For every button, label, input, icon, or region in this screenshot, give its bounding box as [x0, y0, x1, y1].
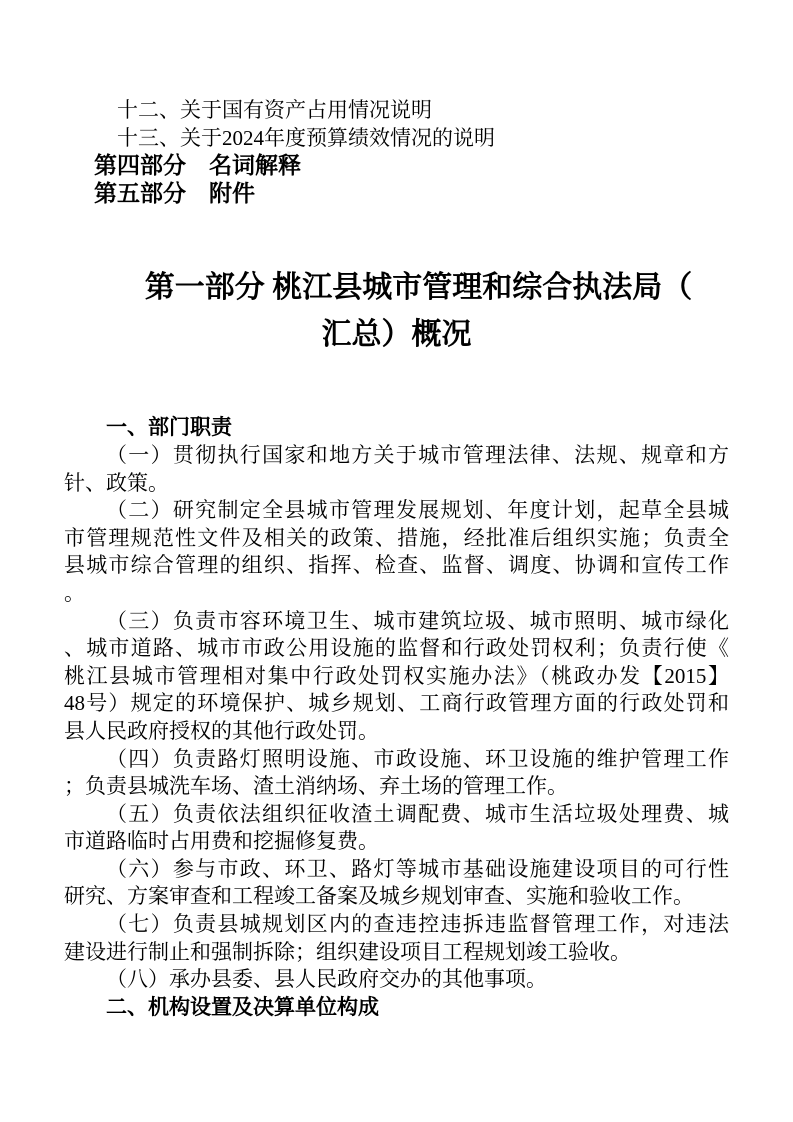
- body-paragraph: [64, 746, 729, 801]
- body-paragraph: [64, 801, 729, 856]
- toc-list: [64, 97, 729, 207]
- body-paragraph: [64, 856, 729, 911]
- paragraph-line: 桃江县城市管理相对集中行政处罚权实施办法》（桃政办发【2015】: [64, 663, 729, 688]
- paragraph-line: 建设进行制止和强制拆除；组织建设项目工程规划竣工验收。: [64, 939, 631, 964]
- paragraph-line: 、城市道路、城市市政公用设施的监督和行政处罚权利；负责行使《: [64, 636, 729, 661]
- paragraph-line: 市管理规范性文件及相关的政策、措施，经批准后组织实施；负责全: [64, 525, 729, 550]
- paragraph-line: 县城市综合管理的组织、指挥、检查、监督、调度、协调和宣传工作: [64, 553, 729, 578]
- body-paragraph: [64, 442, 729, 497]
- paragraph-line: 。: [64, 580, 85, 605]
- section-heading: 一、部门职责: [106, 416, 232, 440]
- paragraph-line: 研究、方案审查和工程竣工备案及城乡规划审查、实施和验收工作。: [64, 884, 694, 909]
- paragraph-line: （七）负责县城规划区内的查违控违拆违监督管理工作，对违法: [106, 912, 729, 937]
- body-paragraph: [64, 497, 729, 607]
- paragraph-line: （一）贯彻执行国家和地方关于城市管理法律、法规、规章和方: [106, 442, 729, 467]
- paragraph-line: （四）负责路灯照明设施、市政设施、环卫设施的维护管理工作: [106, 746, 729, 771]
- paragraph-line: ；负责县城洗车场、渣土消纳场、弃土场的管理工作。: [64, 774, 568, 799]
- paragraph-line: 县人民政府授权的其他行政处罚。: [64, 718, 379, 743]
- paragraph-line: （三）负责市容环境卫生、城市建筑垃圾、城市照明、城市绿化: [106, 608, 729, 633]
- section-heading: 二、机构设置及决算单位构成: [106, 995, 379, 1019]
- paragraph-line: 48号）规定的环境保护、城乡规划、工商行政管理方面的行政处罚和: [64, 691, 729, 716]
- part-title-line: 第一部分 桃江县城市管理和综合执法局（: [144, 271, 693, 305]
- toc-part-entry: 第四部分 名词解释: [94, 152, 301, 179]
- toc-entry: 十三、关于2024年度预算绩效情况的说明: [117, 125, 495, 150]
- paragraph-line: （八）承办县委、县人民政府交办的其他事项。: [106, 967, 547, 992]
- document-section: [64, 994, 729, 1022]
- part-title-line: 汇总）概况: [321, 318, 472, 352]
- document-section: [64, 414, 729, 993]
- page-content: [64, 97, 729, 1021]
- sections: [64, 414, 729, 1021]
- part-title: [64, 264, 729, 358]
- paragraph-line: （二）研究制定全县城市管理发展规划、年度计划，起草全县城: [106, 498, 729, 523]
- paragraph-line: （六）参与市政、环卫、路灯等城市基础设施建设项目的可行性: [106, 856, 729, 881]
- paragraph-line: （五）负责依法组织征收渣土调配费、城市生活垃圾处理费、城: [106, 801, 729, 826]
- body-paragraph: [64, 911, 729, 966]
- paragraph-line: 针、政策。: [64, 470, 169, 495]
- toc-part-entry: 第五部分 附件: [94, 179, 255, 206]
- body-paragraph: [64, 608, 729, 746]
- toc-entry: 十二、关于国有资产占用情况说明: [117, 98, 432, 122]
- paragraph-line: 市道路临时占用费和挖掘修复费。: [64, 829, 379, 854]
- body-paragraph: [64, 966, 729, 994]
